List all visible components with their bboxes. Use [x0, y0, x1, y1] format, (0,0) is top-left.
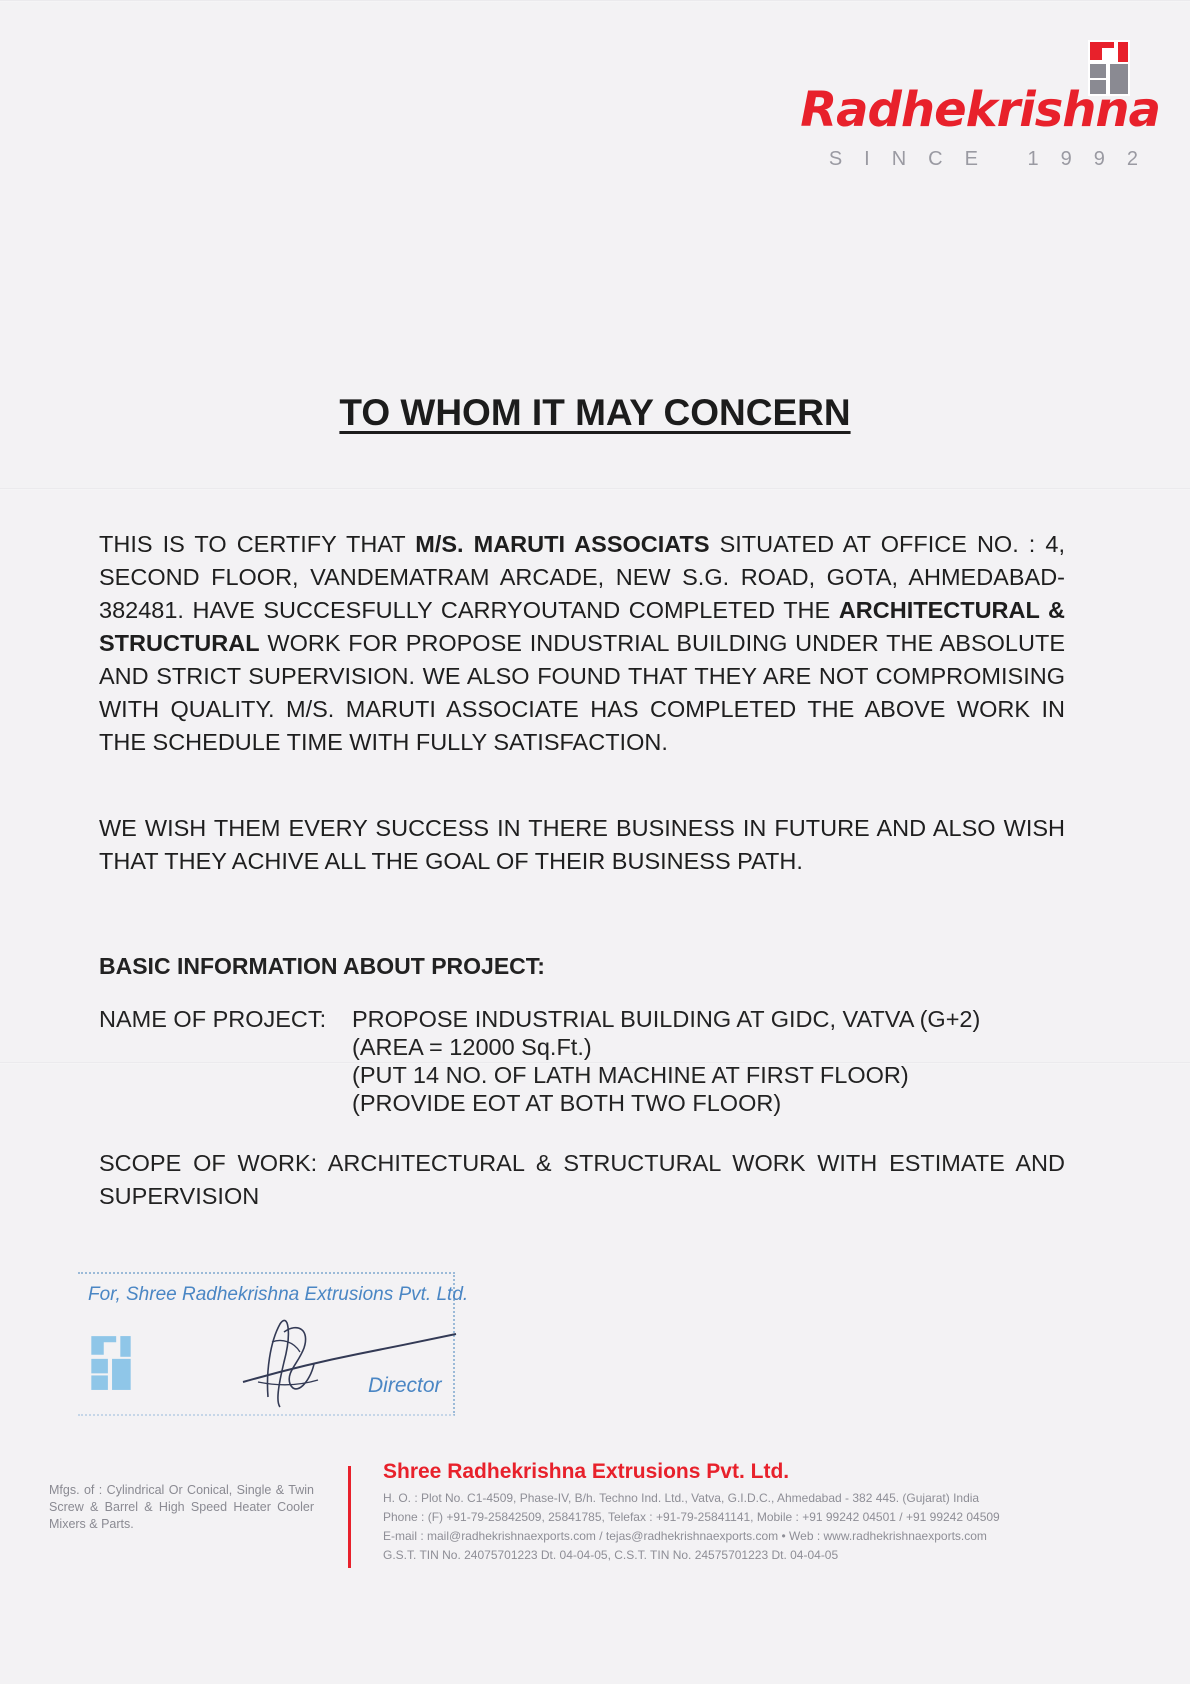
- certificate-paragraph: [99, 528, 1065, 759]
- footer-details: [383, 1489, 1000, 1565]
- project-line: (AREA = 12000 Sq.Ft.): [352, 1034, 592, 1060]
- project-name-label: NAME OF PROJECT:: [99, 1006, 327, 1032]
- project-line: PROPOSE INDUSTRIAL BUILDING AT GIDC, VATVA (G+2): [352, 1006, 981, 1032]
- company-logo: [800, 40, 1160, 170]
- paragraph-text: SITUATED AT OFFICE NO. : 4, SECOND FLOOR, VANDEMATRAM ARCADE, NEW S.G. ROAD, GOTA, AHMEDABAD-382481. HAVE SUCCESFULLY CARRYOUTAND COMPLETED THE: [99, 531, 1065, 623]
- scope-of-work: SCOPE OF WORK: ARCHITECTURAL & STRUCTURAL WORK WITH ESTIMATE AND SUPERVISION: [99, 1150, 1065, 1209]
- footer-company: Shree Radhekrishna Extrusions Pvt. Ltd.: [383, 1460, 790, 1483]
- logo-since: SINCE 1992: [828, 148, 1160, 170]
- footer-tin: G.S.T. TIN No. 24075701223 Dt. 04-04-05, C.S.T. TIN No. 24575701223 Dt. 04-04-05: [383, 1548, 839, 1562]
- firm-name: M/S. MARUTI ASSOCIATS: [415, 531, 710, 557]
- logo-wordmark: Radhekrishna: [800, 82, 1160, 138]
- footer-email: E-mail : mail@radhekrishnaexports.com / tejas@radhekrishnaexports.com • Web : www.radhekrishnaexports.com: [383, 1529, 987, 1543]
- work-type: ARCHITECTURAL & STRUCTURAL: [99, 597, 1065, 656]
- project-name-values: [352, 1005, 980, 1117]
- paragraph-text: THIS IS TO CERTIFY THAT: [99, 531, 416, 557]
- page-title: TO WHOM IT MAY CONCERN: [339, 392, 851, 433]
- footer-address: H. O. : Plot No. C1-4509, Phase-IV, B/h. Techno Ind. Ltd., Vatva, G.I.D.C., Ahmedabad - 382 445. (Gujarat) India: [383, 1491, 980, 1505]
- project-line: (PROVIDE EOT AT BOTH TWO FLOOR): [352, 1090, 782, 1116]
- footer-divider: [348, 1466, 351, 1568]
- wishes-paragraph: WE WISH THEM EVERY SUCCESS IN THERE BUSINESS IN FUTURE AND ALSO WISH THAT THEY ACHIVE ALL THE GOAL OF THEIR BUSINESS PATH.: [99, 815, 1065, 874]
- basic-info-heading: BASIC INFORMATION ABOUT PROJECT:: [99, 953, 545, 979]
- stamp-company: For, Shree Radhekrishna Extrusions Pvt. Ltd.: [88, 1284, 469, 1305]
- paragraph-text: WORK FOR PROPOSE INDUSTRIAL BUILDING UNDER THE ABSOLUTE AND STRICT SUPERVISION. WE ALSO FOUND THAT THEY ARE NOT COMPROMISING WITH QUALITY. M/S. MARUTI ASSOCIATE HAS COMPLETED THE ABOVE WORK IN THE SCHEDULE TIME WITH FULLY SATISFACTION.: [99, 630, 1065, 755]
- project-line: (PUT 14 NO. OF LATH MACHINE AT FIRST FLOOR): [352, 1062, 909, 1088]
- fold-line: [0, 0, 1190, 2]
- fold-line: [0, 488, 1190, 490]
- stamp-role: Director: [368, 1374, 442, 1397]
- footer-phone: Phone : (F) +91-79-25842509, 25841785, Telefax : +91-79-25841141, Mobile : +91 99242 04501 / +91 99242 04509: [383, 1510, 1000, 1524]
- footer-tagline: Mfgs. of : Cylindrical Or Conical, Single & Twin Screw & Barrel & High Speed Heater Cooler Mixers & Parts.: [49, 1483, 314, 1531]
- signature-icon: [238, 1302, 458, 1412]
- stamp-logo-icon: [86, 1334, 136, 1392]
